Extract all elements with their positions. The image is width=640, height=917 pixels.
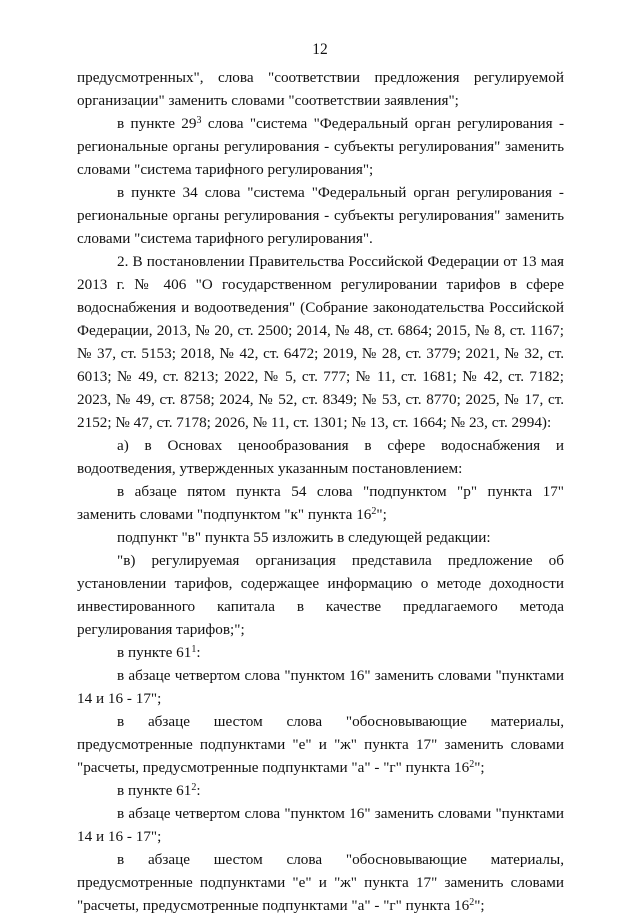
paragraph-text: в абзаце шестом слова "обосновывающие материалы, предусмотренные подпунктами "е" и "ж" пункта 17" заменить словами "расчеты, предусмотренные подпунктами "а" - "г" пункта 16 — [77, 713, 564, 776]
paragraph-text: : — [196, 782, 201, 799]
superscript: 2 — [469, 759, 475, 770]
document-body — [77, 66, 564, 917]
paragraph — [77, 181, 564, 250]
superscript: 1 — [191, 644, 197, 655]
paragraph — [77, 848, 564, 917]
paragraph — [77, 434, 564, 480]
superscript: 3 — [196, 115, 202, 126]
paragraph — [77, 779, 564, 802]
paragraph-text: в абзаце четвертом слова "пунктом 16" заменить словами "пунктами 14 и 16 - 17"; — [77, 667, 564, 707]
paragraph — [77, 112, 564, 181]
superscript: 2 — [469, 897, 475, 908]
paragraph — [77, 66, 564, 112]
paragraph — [77, 710, 564, 779]
paragraph — [77, 641, 564, 664]
paragraph-text: в пункте 29 — [117, 115, 197, 132]
paragraph-text: слова "система "Федеральный орган регулирования - региональные органы регулирования - субъекты регулирования" заменить словами "система тарифного регулирования"; — [77, 115, 564, 178]
paragraph-text: в пункте 61 — [117, 782, 192, 799]
superscript: 2 — [191, 782, 197, 793]
paragraph-text: в абзаце четвертом слова "пунктом 16" заменить словами "пунктами 14 и 16 - 17"; — [77, 805, 564, 845]
paragraph-text: в абзаце пятом пункта 54 слова "подпунктом "р" пункта 17" заменить словами "подпунктом "к" пункта 16 — [77, 483, 564, 523]
paragraph-text: "; — [376, 506, 387, 523]
paragraph — [77, 480, 564, 526]
paragraph-text: 2. В постановлении Правительства Российской Федерации от 13 мая 2013 г. № 406 "О государственном регулировании тарифов в сфере водоснабжения и водоотведения" (Собрание законодательства Российской Федерации, 2013, № 20, ст. 2500; 2014, № 48, ст. 6864; 2015, № 8, ст. 1167; № 37, ст. 5153; 2018, № 42, ст. 6472; 2019, № 28, ст. 3779; 2021, № 32, ст. 6013; № 49, ст. 8213; 2022, № 5, ст. 777; № 11, ст. 1681; № 42, ст. 7182; 2023, № 49, ст. 8758; 2024, № 52, ст. 8349; № 53, ст. 8770; 2025, № 17, ст. 2152; № 47, ст. 7178; 2026, № 11, ст. 1301; № 13, ст. 1664; № 23, ст. 2994): — [77, 253, 564, 431]
paragraph-text: а) в Основах ценообразования в сфере водоснабжения и водоотведения, утвержденных указанным постановлением: — [77, 437, 564, 477]
paragraph-text: в пункте 34 слова "система "Федеральный орган регулирования - региональные органы регулирования - субъекты регулирования" заменить словами "система тарифного регулирования". — [77, 184, 564, 247]
paragraph — [77, 250, 564, 434]
paragraph — [77, 549, 564, 641]
paragraph-text: предусмотренных", слова "соответствии предложения регулируемой организации" заменить словами "соответствии заявления"; — [77, 69, 564, 109]
superscript: 2 — [371, 506, 377, 517]
paragraph-text: "; — [474, 897, 485, 914]
paragraph-text: "в) регулируемая организация представила предложение об установлении тарифов, содержащее информацию о методе доходности инвестированного капитала в качестве предлагаемого метода регулирования тарифов;"; — [77, 552, 564, 638]
paragraph-text: подпункт "в" пункта 55 изложить в следующей редакции: — [117, 529, 491, 546]
page-number: 12 — [312, 41, 328, 58]
paragraph-text: "; — [474, 759, 485, 776]
paragraph-text: : — [196, 644, 201, 661]
paragraph — [77, 664, 564, 710]
paragraph — [77, 526, 564, 549]
paragraph — [77, 802, 564, 848]
paragraph-text: в абзаце шестом слова "обосновывающие материалы, предусмотренные подпунктами "е" и "ж" пункта 17" заменить словами "расчеты, предусмотренные подпунктами "а" - "г" пункта 16 — [77, 851, 564, 914]
paragraph-text: в пункте 61 — [117, 644, 192, 661]
